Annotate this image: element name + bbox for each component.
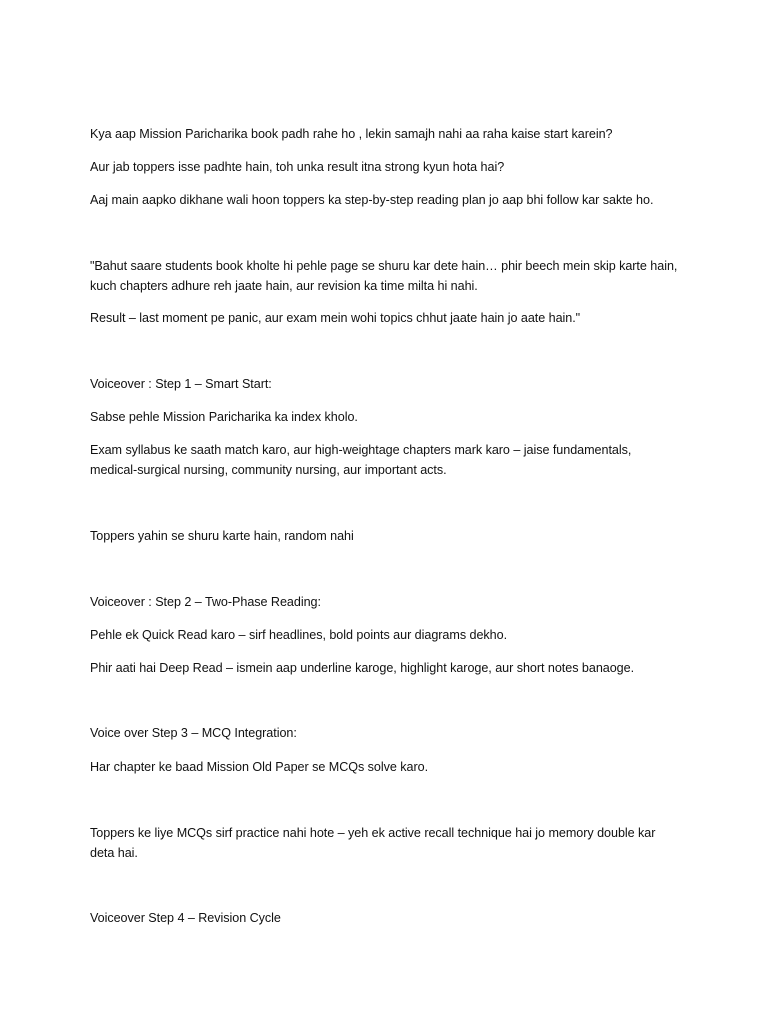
paragraph-toppers-question: Aur jab toppers isse padhte hain, toh unka result itna strong kyun hota hai? xyxy=(90,160,505,174)
paragraph-result-panic: Result – last moment pe panic, aur exam mein wohi topics chhut jaate hain jo aate hain." xyxy=(90,311,581,325)
paragraph-active-recall: Toppers ke liye MCQs sirf practice nahi hote – yeh ek active recall technique hai jo memory double kar deta hai. xyxy=(90,826,656,860)
paragraph-solve-mcqs: Har chapter ke baad Mission Old Paper se MCQs solve karo. xyxy=(90,760,429,774)
paragraph-intro-question: Kya aap Mission Paricharika book padh rahe ho , lekin samajh nahi aa raha kaise start karein? xyxy=(90,127,613,141)
heading-step-1: Voiceover : Step 1 – Smart Start: xyxy=(90,377,272,391)
paragraph-students-problem: "Bahut saare students book kholte hi pehle page se shuru kar dete hain… phir beech mein skip karte hain, kuch chapters adhure reh jaate hain, aur revision ka time milta hi nahi. xyxy=(90,259,678,293)
paragraph-deep-read: Phir aati hai Deep Read – ismein aap underline karoge, highlight karoge, aur short notes banaoge. xyxy=(90,661,635,675)
paragraph-reading-plan: Aaj main aapko dikhane wali hoon toppers ka step-by-step reading plan jo aap bhi follow kar sakte ho. xyxy=(90,193,654,207)
heading-step-2: Voiceover : Step 2 – Two-Phase Reading: xyxy=(90,595,321,609)
paragraph-quick-read: Pehle ek Quick Read karo – sirf headlines, bold points aur diagrams dekho. xyxy=(90,628,508,642)
paragraph-toppers-start: Toppers yahin se shuru karte hain, random nahi xyxy=(90,529,354,543)
heading-step-3: Voice over Step 3 – MCQ Integration: xyxy=(90,726,297,740)
paragraph-open-index: Sabse pehle Mission Paricharika ka index kholo. xyxy=(90,410,358,424)
heading-step-4: Voiceover Step 4 – Revision Cycle xyxy=(90,911,281,925)
paragraph-match-syllabus: Exam syllabus ke saath match karo, aur high-weightage chapters mark karo – jaise fundamentals, medical-surgical nursing, community nursing, aur important acts. xyxy=(90,443,632,477)
